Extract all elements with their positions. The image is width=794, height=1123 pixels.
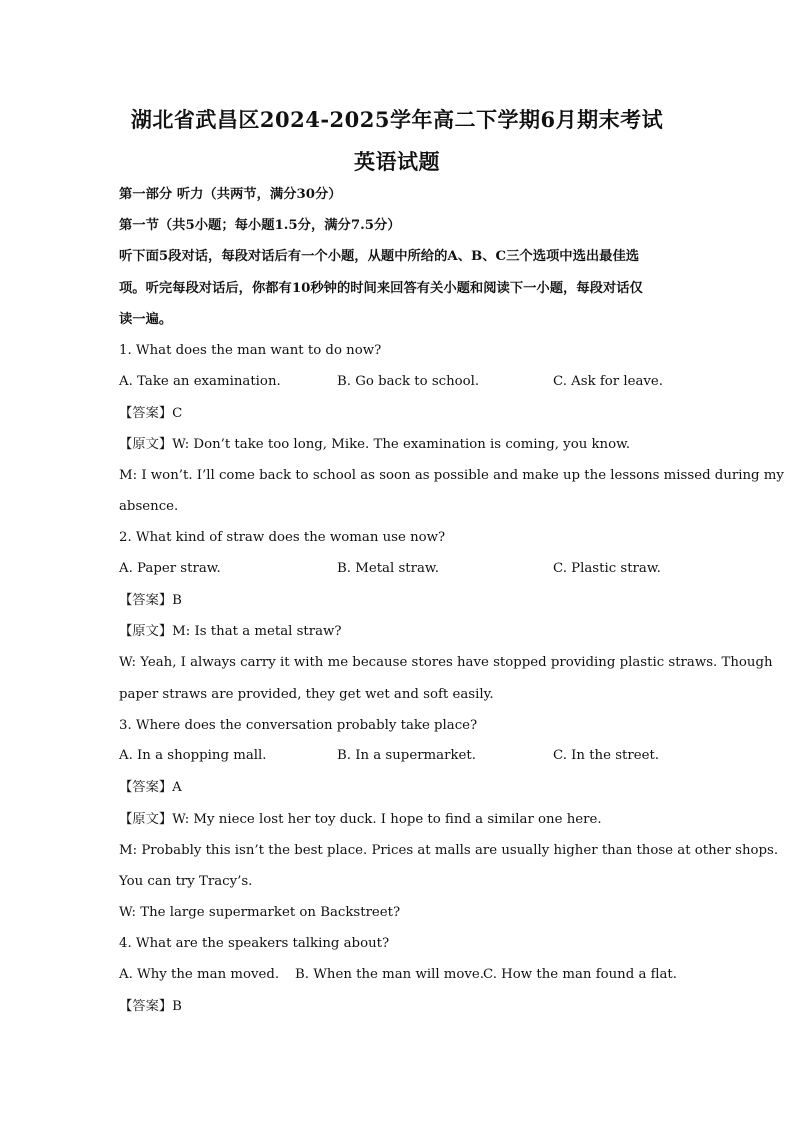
script-line: You can try Tracy’s.	[119, 874, 253, 889]
script-line: W: The large supermarket on Backstreet?	[119, 905, 401, 920]
instructions-line-1: 听下面5段对话，每段对话后有一个小题，从题中所给的A、B、C三个选项中选出最佳选	[119, 249, 640, 264]
page-title: 湖北省武昌区2024-2025学年高二下学期6月期末考试	[130, 107, 664, 132]
option-b: B. Go back to school.	[337, 374, 480, 389]
script-line: 【原文】M: Is that a metal straw?	[119, 624, 342, 639]
option-a: A. Take an examination.	[119, 374, 281, 389]
instructions-line-3: 读一遍。	[119, 312, 173, 327]
answer-line: 【答案】B	[119, 999, 182, 1014]
section-heading: 第一节（共5小题；每小题1.5分，满分7.5分）	[119, 218, 401, 233]
option-c: C. Ask for leave.	[553, 374, 664, 389]
option-b: B. In a supermarket.	[337, 748, 476, 763]
script-line: M: Probably this isn’t the best place. Prices at malls are usually higher than those at other shops.	[119, 843, 779, 858]
option-c: C. How the man found a flat.	[483, 967, 678, 982]
option-a: A. Why the man moved.	[119, 967, 280, 982]
script-line: W: Yeah, I always carry it with me because stores have stopped providing plastic straws. Though	[119, 655, 773, 670]
option-c: C. Plastic straw.	[553, 561, 661, 576]
option-a: A. Paper straw.	[119, 561, 221, 576]
question-stem: 4. What are the speakers talking about?	[119, 936, 390, 951]
script-line: absence.	[119, 499, 179, 514]
option-a: A. In a shopping mall.	[119, 748, 267, 763]
script-line: M: I won’t. I’ll come back to school as soon as possible and make up the lessons missed during my	[119, 468, 784, 483]
script-line: 【原文】W: Don’t take too long, Mike. The examination is coming, you know.	[119, 437, 631, 452]
question-stem: 2. What kind of straw does the woman use now?	[119, 530, 446, 545]
question-stem: 3. Where does the conversation probably take place?	[119, 718, 478, 733]
page-subtitle: 英语试题	[354, 149, 440, 174]
instructions-line-2: 项。听完每段对话后，你都有10秒钟的时间来回答有关小题和阅读下一小题，每段对话仅	[119, 281, 643, 296]
answer-line: 【答案】A	[119, 780, 182, 795]
option-b: B. Metal straw.	[337, 561, 439, 576]
answer-line: 【答案】C	[119, 406, 183, 421]
answer-line: 【答案】B	[119, 593, 182, 608]
script-line: paper straws are provided, they get wet and soft easily.	[119, 687, 494, 702]
script-line: 【原文】W: My niece lost her toy duck. I hope to find a similar one here.	[119, 812, 602, 827]
part-heading: 第一部分 听力（共两节，满分30分）	[119, 187, 342, 202]
option-c: C. In the street.	[553, 748, 660, 763]
question-stem: 1. What does the man want to do now?	[119, 343, 382, 358]
option-b: B. When the man will move.	[295, 967, 485, 982]
